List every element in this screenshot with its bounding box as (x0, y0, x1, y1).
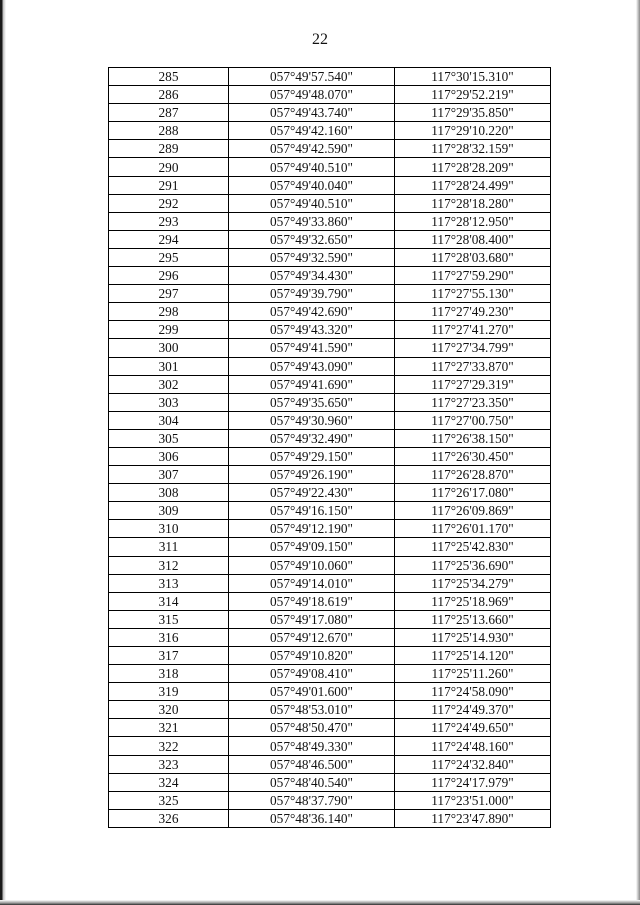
table-row (109, 339, 551, 357)
point-number-cell: 300 (109, 339, 229, 357)
table-row (109, 86, 551, 104)
latitude-cell: 057°49'35.650" (229, 393, 395, 411)
table-row (109, 68, 551, 86)
point-number-cell: 285 (109, 68, 229, 86)
longitude-cell: 117°26'17.080" (395, 484, 551, 502)
table-row (109, 285, 551, 303)
longitude-cell: 117°25'36.690" (395, 556, 551, 574)
longitude-cell: 117°24'48.160" (395, 737, 551, 755)
point-number-cell: 318 (109, 665, 229, 683)
coordinates-table (108, 67, 551, 828)
table-row (109, 683, 551, 701)
longitude-cell: 117°25'13.660" (395, 610, 551, 628)
point-number-cell: 315 (109, 610, 229, 628)
table-row (109, 466, 551, 484)
point-number-cell: 292 (109, 194, 229, 212)
longitude-cell: 117°29'35.850" (395, 104, 551, 122)
longitude-cell: 117°27'33.870" (395, 357, 551, 375)
longitude-cell: 117°23'51.000" (395, 791, 551, 809)
latitude-cell: 057°49'22.430" (229, 484, 395, 502)
table-row (109, 447, 551, 465)
longitude-cell: 117°24'58.090" (395, 683, 551, 701)
point-number-cell: 301 (109, 357, 229, 375)
latitude-cell: 057°49'14.010" (229, 574, 395, 592)
latitude-cell: 057°49'09.150" (229, 538, 395, 556)
point-number-cell: 321 (109, 719, 229, 737)
latitude-cell: 057°49'10.060" (229, 556, 395, 574)
latitude-cell: 057°48'46.500" (229, 755, 395, 773)
longitude-cell: 117°28'08.400" (395, 230, 551, 248)
point-number-cell: 304 (109, 411, 229, 429)
table-row (109, 809, 551, 827)
table-row (109, 212, 551, 230)
longitude-cell: 117°27'41.270" (395, 321, 551, 339)
longitude-cell: 117°24'17.979" (395, 773, 551, 791)
point-number-cell: 293 (109, 212, 229, 230)
table-row (109, 520, 551, 538)
table-row (109, 610, 551, 628)
point-number-cell: 311 (109, 538, 229, 556)
longitude-cell: 117°24'49.650" (395, 719, 551, 737)
table-row (109, 592, 551, 610)
latitude-cell: 057°49'42.590" (229, 140, 395, 158)
latitude-cell: 057°49'41.590" (229, 339, 395, 357)
table-row (109, 773, 551, 791)
point-number-cell: 308 (109, 484, 229, 502)
point-number-cell: 316 (109, 628, 229, 646)
latitude-cell: 057°49'39.790" (229, 285, 395, 303)
longitude-cell: 117°25'11.260" (395, 665, 551, 683)
longitude-cell: 117°25'18.969" (395, 592, 551, 610)
longitude-cell: 117°26'38.150" (395, 429, 551, 447)
point-number-cell: 310 (109, 520, 229, 538)
table-row (109, 248, 551, 266)
latitude-cell: 057°49'42.690" (229, 303, 395, 321)
longitude-cell: 117°29'52.219" (395, 86, 551, 104)
table-row (109, 538, 551, 556)
latitude-cell: 057°48'53.010" (229, 701, 395, 719)
latitude-cell: 057°49'32.650" (229, 230, 395, 248)
point-number-cell: 296 (109, 267, 229, 285)
latitude-cell: 057°49'43.090" (229, 357, 395, 375)
table-row (109, 665, 551, 683)
latitude-cell: 057°49'41.690" (229, 375, 395, 393)
point-number-cell: 323 (109, 755, 229, 773)
latitude-cell: 057°48'50.470" (229, 719, 395, 737)
table-row (109, 158, 551, 176)
longitude-cell: 117°27'59.290" (395, 267, 551, 285)
table-row (109, 303, 551, 321)
table-row (109, 755, 551, 773)
point-number-cell: 320 (109, 701, 229, 719)
latitude-cell: 057°49'16.150" (229, 502, 395, 520)
point-number-cell: 322 (109, 737, 229, 755)
latitude-cell: 057°49'33.860" (229, 212, 395, 230)
coordinates-table-body (109, 68, 551, 828)
latitude-cell: 057°49'32.490" (229, 429, 395, 447)
latitude-cell: 057°49'29.150" (229, 447, 395, 465)
latitude-cell: 057°49'34.430" (229, 267, 395, 285)
page-number: 22 (312, 31, 328, 48)
scan-edge-left (0, 0, 6, 905)
longitude-cell: 117°27'23.350" (395, 393, 551, 411)
longitude-cell: 117°25'14.930" (395, 628, 551, 646)
longitude-cell: 117°27'49.230" (395, 303, 551, 321)
point-number-cell: 317 (109, 647, 229, 665)
longitude-cell: 117°24'32.840" (395, 755, 551, 773)
table-row (109, 556, 551, 574)
point-number-cell: 297 (109, 285, 229, 303)
table-row (109, 719, 551, 737)
table-row (109, 104, 551, 122)
longitude-cell: 117°28'03.680" (395, 248, 551, 266)
table-row (109, 737, 551, 755)
longitude-cell: 117°28'18.280" (395, 194, 551, 212)
latitude-cell: 057°49'40.040" (229, 176, 395, 194)
point-number-cell: 319 (109, 683, 229, 701)
latitude-cell: 057°49'40.510" (229, 194, 395, 212)
scan-edge-bottom (0, 900, 640, 905)
table-row (109, 502, 551, 520)
longitude-cell: 117°28'12.950" (395, 212, 551, 230)
latitude-cell: 057°49'12.190" (229, 520, 395, 538)
point-number-cell: 314 (109, 592, 229, 610)
longitude-cell: 117°28'24.499" (395, 176, 551, 194)
point-number-cell: 312 (109, 556, 229, 574)
latitude-cell: 057°49'43.740" (229, 104, 395, 122)
longitude-cell: 117°25'34.279" (395, 574, 551, 592)
point-number-cell: 287 (109, 104, 229, 122)
point-number-cell: 309 (109, 502, 229, 520)
latitude-cell: 057°48'37.790" (229, 791, 395, 809)
point-number-cell: 303 (109, 393, 229, 411)
latitude-cell: 057°48'49.330" (229, 737, 395, 755)
latitude-cell: 057°49'42.160" (229, 122, 395, 140)
longitude-cell: 117°26'30.450" (395, 447, 551, 465)
table-row (109, 429, 551, 447)
longitude-cell: 117°27'34.799" (395, 339, 551, 357)
table-row (109, 647, 551, 665)
table-row (109, 393, 551, 411)
latitude-cell: 057°49'48.070" (229, 86, 395, 104)
point-number-cell: 326 (109, 809, 229, 827)
table-row (109, 194, 551, 212)
point-number-cell: 324 (109, 773, 229, 791)
longitude-cell: 117°30'15.310" (395, 68, 551, 86)
point-number-cell: 294 (109, 230, 229, 248)
longitude-cell: 117°28'28.209" (395, 158, 551, 176)
table-row (109, 267, 551, 285)
table-row (109, 321, 551, 339)
table-row (109, 122, 551, 140)
point-number-cell: 291 (109, 176, 229, 194)
longitude-cell: 117°28'32.159" (395, 140, 551, 158)
longitude-cell: 117°26'28.870" (395, 466, 551, 484)
point-number-cell: 302 (109, 375, 229, 393)
table-row (109, 628, 551, 646)
latitude-cell: 057°48'40.540" (229, 773, 395, 791)
longitude-cell: 117°29'10.220" (395, 122, 551, 140)
point-number-cell: 288 (109, 122, 229, 140)
latitude-cell: 057°49'10.820" (229, 647, 395, 665)
point-number-cell: 306 (109, 447, 229, 465)
latitude-cell: 057°49'40.510" (229, 158, 395, 176)
longitude-cell: 117°25'42.830" (395, 538, 551, 556)
point-number-cell: 325 (109, 791, 229, 809)
latitude-cell: 057°49'57.540" (229, 68, 395, 86)
latitude-cell: 057°49'43.320" (229, 321, 395, 339)
table-row (109, 574, 551, 592)
latitude-cell: 057°49'32.590" (229, 248, 395, 266)
point-number-cell: 290 (109, 158, 229, 176)
table-row (109, 230, 551, 248)
point-number-cell: 305 (109, 429, 229, 447)
point-number-cell: 307 (109, 466, 229, 484)
point-number-cell: 289 (109, 140, 229, 158)
longitude-cell: 117°23'47.890" (395, 809, 551, 827)
longitude-cell: 117°26'09.869" (395, 502, 551, 520)
latitude-cell: 057°49'26.190" (229, 466, 395, 484)
point-number-cell: 286 (109, 86, 229, 104)
table-row (109, 357, 551, 375)
point-number-cell: 295 (109, 248, 229, 266)
latitude-cell: 057°49'30.960" (229, 411, 395, 429)
table-row (109, 140, 551, 158)
longitude-cell: 117°24'49.370" (395, 701, 551, 719)
latitude-cell: 057°49'08.410" (229, 665, 395, 683)
point-number-cell: 313 (109, 574, 229, 592)
longitude-cell: 117°27'55.130" (395, 285, 551, 303)
point-number-cell: 298 (109, 303, 229, 321)
table-row (109, 411, 551, 429)
table-row (109, 176, 551, 194)
longitude-cell: 117°27'00.750" (395, 411, 551, 429)
table-row (109, 701, 551, 719)
table-row (109, 375, 551, 393)
scan-edge-right (636, 0, 640, 905)
latitude-cell: 057°49'01.600" (229, 683, 395, 701)
longitude-cell: 117°27'29.319" (395, 375, 551, 393)
point-number-cell: 299 (109, 321, 229, 339)
longitude-cell: 117°26'01.170" (395, 520, 551, 538)
latitude-cell: 057°49'12.670" (229, 628, 395, 646)
latitude-cell: 057°49'17.080" (229, 610, 395, 628)
longitude-cell: 117°25'14.120" (395, 647, 551, 665)
latitude-cell: 057°49'18.619" (229, 592, 395, 610)
table-row (109, 484, 551, 502)
table-row (109, 791, 551, 809)
latitude-cell: 057°48'36.140" (229, 809, 395, 827)
